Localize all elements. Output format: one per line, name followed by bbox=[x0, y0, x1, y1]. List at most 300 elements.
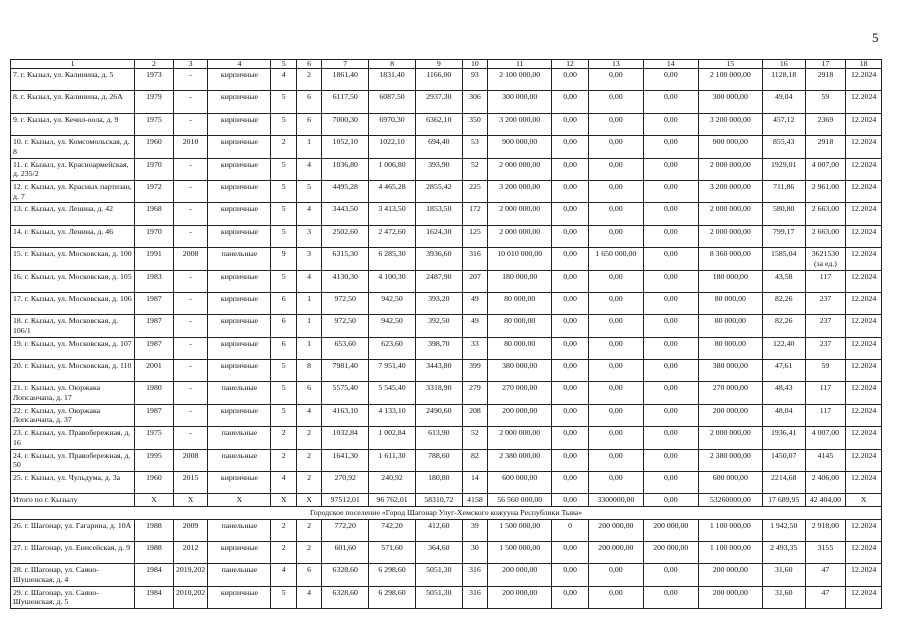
value-cell: 47 bbox=[805, 586, 846, 608]
value-cell: X bbox=[846, 494, 882, 507]
value-cell: 393,20 bbox=[415, 292, 462, 314]
value-cell: 2 bbox=[271, 542, 296, 564]
table-row bbox=[11, 270, 882, 292]
value-cell: 0,00 bbox=[552, 494, 589, 507]
value-cell: 1166,00 bbox=[415, 69, 462, 91]
address-cell: 24. г. Кызыл, ул. Правобережная, д. 50 bbox=[11, 449, 135, 471]
value-cell: кирпичные bbox=[208, 203, 271, 225]
value-cell: 1 650 000,00 bbox=[588, 248, 643, 270]
value-cell: 4 bbox=[271, 472, 296, 494]
value-cell: 2 000 000,00 bbox=[698, 203, 762, 225]
value-cell: 180 000,00 bbox=[698, 270, 762, 292]
value-cell: 117 bbox=[805, 270, 846, 292]
value-cell: 12.2024 bbox=[846, 292, 882, 314]
value-cell: 3318,90 bbox=[415, 382, 462, 404]
table-row bbox=[11, 586, 882, 608]
value-cell: X bbox=[208, 494, 271, 507]
value-cell: 2010,202 bbox=[173, 586, 208, 608]
value-cell: 0,00 bbox=[552, 382, 589, 404]
value-cell: 2855,42 bbox=[415, 180, 462, 202]
value-cell: 972,50 bbox=[322, 292, 369, 314]
value-cell: 4495,28 bbox=[322, 180, 369, 202]
value-cell: 0,00 bbox=[588, 113, 643, 135]
value-cell: кирпичные bbox=[208, 270, 271, 292]
value-cell: 3936,60 bbox=[415, 248, 462, 270]
value-cell: 80 000,00 bbox=[698, 315, 762, 337]
value-cell: 5 bbox=[271, 270, 296, 292]
column-number: 3 bbox=[173, 60, 208, 69]
value-cell: 4 bbox=[296, 404, 321, 426]
value-cell: - bbox=[173, 91, 208, 113]
value-cell: 53 bbox=[462, 136, 487, 158]
column-number: 10 bbox=[462, 60, 487, 69]
value-cell: 0,00 bbox=[588, 225, 643, 247]
value-cell: 12.2024 bbox=[846, 203, 882, 225]
value-cell: 623,60 bbox=[369, 337, 416, 359]
table-row bbox=[11, 360, 882, 382]
table-row bbox=[11, 519, 882, 541]
value-cell: - bbox=[173, 270, 208, 292]
value-cell: панельные bbox=[208, 382, 271, 404]
value-cell: 43,58 bbox=[762, 270, 805, 292]
column-number: 4 bbox=[208, 60, 271, 69]
value-cell: 4 bbox=[271, 69, 296, 91]
value-cell: 270,92 bbox=[322, 472, 369, 494]
value-cell: 0,00 bbox=[588, 270, 643, 292]
value-cell: - bbox=[173, 337, 208, 359]
value-cell: 52 bbox=[462, 158, 487, 180]
value-cell: 2008 bbox=[173, 449, 208, 471]
value-cell: 6 bbox=[271, 315, 296, 337]
value-cell: 225 bbox=[462, 180, 487, 202]
value-cell: 6 285,30 bbox=[369, 248, 416, 270]
value-cell: 316 bbox=[462, 248, 487, 270]
value-cell: 0,00 bbox=[552, 203, 589, 225]
value-cell: 2490,60 bbox=[415, 404, 462, 426]
value-cell: 0,00 bbox=[552, 158, 589, 180]
value-cell: 1987 bbox=[135, 404, 174, 426]
value-cell: 3621530 (за ед.) bbox=[805, 248, 846, 270]
value-cell: 0 bbox=[552, 519, 589, 541]
value-cell: 2918 bbox=[805, 69, 846, 91]
value-cell: 4 bbox=[296, 586, 321, 608]
value-cell: 180 000,00 bbox=[488, 270, 552, 292]
value-cell: 0,00 bbox=[588, 292, 643, 314]
value-cell: 200 000,00 bbox=[488, 564, 552, 586]
value-cell: 200 000,00 bbox=[698, 564, 762, 586]
value-cell: - bbox=[173, 382, 208, 404]
value-cell: 600 000,00 bbox=[488, 472, 552, 494]
value-cell: 4 007,00 bbox=[805, 158, 846, 180]
value-cell: 3 413,50 bbox=[369, 203, 416, 225]
value-cell: 2001 bbox=[135, 360, 174, 382]
address-cell: 25. г. Кызыл, ул. Чульдума, д. 3а bbox=[11, 472, 135, 494]
value-cell: 1960 bbox=[135, 472, 174, 494]
value-cell: 316 bbox=[462, 586, 487, 608]
value-cell: 398,70 bbox=[415, 337, 462, 359]
value-cell: 399 bbox=[462, 360, 487, 382]
value-cell: панельные bbox=[208, 449, 271, 471]
value-cell: 3300000,00 bbox=[588, 494, 643, 507]
value-cell: 0,00 bbox=[643, 180, 698, 202]
value-cell: - bbox=[173, 225, 208, 247]
table-row bbox=[11, 69, 882, 91]
value-cell: 4 133,10 bbox=[369, 404, 416, 426]
value-cell: 82 bbox=[462, 449, 487, 471]
value-cell: 0,00 bbox=[588, 472, 643, 494]
value-cell: 12.2024 bbox=[846, 519, 882, 541]
value-cell: 48,43 bbox=[762, 382, 805, 404]
column-number: 1 bbox=[11, 60, 135, 69]
address-cell: 9. г. Кызыл, ул. Кечил-оола, д. 9 bbox=[11, 113, 135, 135]
value-cell: 7981,40 bbox=[322, 360, 369, 382]
value-cell: 0,00 bbox=[552, 91, 589, 113]
value-cell: 1 500 000,00 bbox=[488, 519, 552, 541]
value-cell: 2 100 000,00 bbox=[698, 69, 762, 91]
value-cell: 31,60 bbox=[762, 586, 805, 608]
table-row bbox=[11, 113, 882, 135]
column-number: 2 bbox=[135, 60, 174, 69]
address-cell: 19. г. Кызыл, ул. Московская, д. 107 bbox=[11, 337, 135, 359]
value-cell: 772,20 bbox=[322, 519, 369, 541]
value-cell: 0,00 bbox=[552, 472, 589, 494]
value-cell: - bbox=[173, 180, 208, 202]
value-cell: 1624,30 bbox=[415, 225, 462, 247]
value-cell: 316 bbox=[462, 564, 487, 586]
value-cell: 82,26 bbox=[762, 315, 805, 337]
column-number: 11 bbox=[488, 60, 552, 69]
address-cell: 20. г. Кызыл, ул. Московская, д. 110 bbox=[11, 360, 135, 382]
value-cell: кирпичные bbox=[208, 586, 271, 608]
table-row bbox=[11, 404, 882, 426]
value-cell: 117 bbox=[805, 382, 846, 404]
value-cell: 1984 bbox=[135, 586, 174, 608]
value-cell: 942,50 bbox=[369, 292, 416, 314]
value-cell: 200 000,00 bbox=[643, 519, 698, 541]
column-number: 13 bbox=[588, 60, 643, 69]
value-cell: 799,17 bbox=[762, 225, 805, 247]
value-cell: 5 bbox=[271, 180, 296, 202]
value-cell: 1 bbox=[296, 136, 321, 158]
value-cell: 1975 bbox=[135, 113, 174, 135]
value-cell: 4 465,28 bbox=[369, 180, 416, 202]
value-cell: 207 bbox=[462, 270, 487, 292]
value-cell: 96 762,01 bbox=[369, 494, 416, 507]
value-cell: - bbox=[173, 69, 208, 91]
value-cell: 0,00 bbox=[643, 91, 698, 113]
value-cell: 200 000,00 bbox=[488, 404, 552, 426]
value-cell: 5 545,40 bbox=[369, 382, 416, 404]
value-cell: - bbox=[173, 113, 208, 135]
value-cell: 1 611,30 bbox=[369, 449, 416, 471]
column-number-row bbox=[11, 60, 882, 69]
table-row bbox=[11, 449, 882, 471]
value-cell: 5 bbox=[271, 404, 296, 426]
value-cell: 200 000,00 bbox=[698, 586, 762, 608]
address-cell: 21. г. Кызыл, ул. Оюржака Лопсанчапа, д. 17 bbox=[11, 382, 135, 404]
address-cell: 18. г. Кызыл, ул. Московская, д. 106/1 bbox=[11, 315, 135, 337]
value-cell: 0,00 bbox=[552, 136, 589, 158]
value-cell: 2 380 000,00 bbox=[488, 449, 552, 471]
value-cell: 0,00 bbox=[588, 315, 643, 337]
value-cell: X bbox=[173, 494, 208, 507]
value-cell: 2502,60 bbox=[322, 225, 369, 247]
value-cell: 0,00 bbox=[588, 203, 643, 225]
table-row bbox=[11, 158, 882, 180]
value-cell: 4 bbox=[296, 158, 321, 180]
value-cell: - bbox=[173, 315, 208, 337]
value-cell: панельные bbox=[208, 564, 271, 586]
value-cell: 200 000,00 bbox=[588, 519, 643, 541]
value-cell: 12.2024 bbox=[846, 225, 882, 247]
value-cell: X bbox=[296, 494, 321, 507]
value-cell: 2918 bbox=[805, 136, 846, 158]
value-cell: 80 000,00 bbox=[698, 337, 762, 359]
section-title-row bbox=[11, 507, 882, 520]
value-cell: 3443,50 bbox=[322, 203, 369, 225]
value-cell: 4158 bbox=[462, 494, 487, 507]
value-cell: 0,00 bbox=[588, 449, 643, 471]
value-cell: кирпичные bbox=[208, 360, 271, 382]
value-cell: 2 bbox=[271, 449, 296, 471]
value-cell: панельные bbox=[208, 519, 271, 541]
value-cell: 1450,07 bbox=[762, 449, 805, 471]
value-cell: 1987 bbox=[135, 337, 174, 359]
column-number: 14 bbox=[643, 60, 698, 69]
value-cell: 0,00 bbox=[588, 427, 643, 449]
value-cell: 0,00 bbox=[552, 315, 589, 337]
value-cell: 0,00 bbox=[643, 315, 698, 337]
value-cell: 6 bbox=[296, 113, 321, 135]
value-cell: 6328,60 bbox=[322, 586, 369, 608]
value-cell: 1987 bbox=[135, 292, 174, 314]
value-cell: 2 663,00 bbox=[805, 225, 846, 247]
value-cell: 6 bbox=[296, 564, 321, 586]
value-cell: 1973 bbox=[135, 69, 174, 91]
value-cell: 694,40 bbox=[415, 136, 462, 158]
value-cell: кирпичные bbox=[208, 404, 271, 426]
value-cell: 0,00 bbox=[552, 360, 589, 382]
value-cell: 0,00 bbox=[643, 360, 698, 382]
value-cell: 12.2024 bbox=[846, 136, 882, 158]
value-cell: 122,40 bbox=[762, 337, 805, 359]
address-cell: 28. г. Шагонар, ул. Саяно-Шушенская, д. 4 bbox=[11, 564, 135, 586]
value-cell: 6117,50 bbox=[322, 91, 369, 113]
value-cell: 1970 bbox=[135, 158, 174, 180]
address-cell: 8. г. Кызыл, ул. Калинина, д. 26А bbox=[11, 91, 135, 113]
value-cell: 4 bbox=[296, 270, 321, 292]
value-cell: 1988 bbox=[135, 519, 174, 541]
value-cell: 125 bbox=[462, 225, 487, 247]
value-cell: 1 942,50 bbox=[762, 519, 805, 541]
value-cell: 1960 bbox=[135, 136, 174, 158]
value-cell: 5051,30 bbox=[415, 586, 462, 608]
value-cell: 12.2024 bbox=[846, 158, 882, 180]
value-cell: 270 000,00 bbox=[698, 382, 762, 404]
value-cell: 900 000,00 bbox=[488, 136, 552, 158]
value-cell: 12.2024 bbox=[846, 270, 882, 292]
value-cell: 200 000,00 bbox=[488, 586, 552, 608]
value-cell: 0,00 bbox=[552, 586, 589, 608]
value-cell: кирпичные bbox=[208, 472, 271, 494]
value-cell: 0,00 bbox=[588, 158, 643, 180]
value-cell: 240,92 bbox=[369, 472, 416, 494]
value-cell: 2 000 000,00 bbox=[488, 225, 552, 247]
value-cell: 7 951,40 bbox=[369, 360, 416, 382]
value-cell: - bbox=[173, 203, 208, 225]
value-cell: 900 000,00 bbox=[698, 136, 762, 158]
value-cell: 200 000,00 bbox=[588, 542, 643, 564]
value-cell: 0,00 bbox=[588, 382, 643, 404]
value-cell: 12.2024 bbox=[846, 180, 882, 202]
value-cell: 3443,80 bbox=[415, 360, 462, 382]
value-cell: 6 bbox=[271, 337, 296, 359]
value-cell: 0,00 bbox=[643, 248, 698, 270]
value-cell: 8 360 000,00 bbox=[698, 248, 762, 270]
value-cell: 2 000 000,00 bbox=[488, 158, 552, 180]
value-cell: 2009 bbox=[173, 519, 208, 541]
column-number: 9 bbox=[415, 60, 462, 69]
value-cell: 1968 bbox=[135, 203, 174, 225]
value-cell: 1052,10 bbox=[322, 136, 369, 158]
page-number: 5 bbox=[872, 30, 879, 45]
value-cell: кирпичные bbox=[208, 225, 271, 247]
value-cell: 12.2024 bbox=[846, 337, 882, 359]
value-cell: кирпичные bbox=[208, 136, 271, 158]
table-row bbox=[11, 337, 882, 359]
value-cell: 12.2024 bbox=[846, 360, 882, 382]
value-cell: 1987 bbox=[135, 315, 174, 337]
value-cell: 0,00 bbox=[643, 158, 698, 180]
value-cell: 2 961,00 bbox=[805, 180, 846, 202]
value-cell: 59 bbox=[805, 360, 846, 382]
value-cell: 12.2024 bbox=[846, 586, 882, 608]
value-cell: 6970,30 bbox=[369, 113, 416, 135]
value-cell: 0,00 bbox=[643, 225, 698, 247]
value-cell: 2010 bbox=[173, 136, 208, 158]
address-cell: 13. г. Кызыл, ул. Ленина, д. 42 bbox=[11, 203, 135, 225]
value-cell: 2 bbox=[271, 136, 296, 158]
table-row bbox=[11, 427, 882, 449]
value-cell: 5 bbox=[296, 180, 321, 202]
value-cell: 93 bbox=[462, 69, 487, 91]
value-cell: 1980 bbox=[135, 382, 174, 404]
value-cell: 0,00 bbox=[588, 180, 643, 202]
housing-repair-table bbox=[10, 59, 882, 609]
value-cell: 12.2024 bbox=[846, 472, 882, 494]
value-cell: 380 000,00 bbox=[698, 360, 762, 382]
value-cell: 0,00 bbox=[552, 292, 589, 314]
section-title: Городское поселение «Город Шагонар Улуг-Хемского кожууна Республики Тыва» bbox=[11, 507, 882, 520]
value-cell: 580,80 bbox=[762, 203, 805, 225]
value-cell: 80 000,00 bbox=[488, 337, 552, 359]
value-cell: 48,04 bbox=[762, 404, 805, 426]
value-cell: 6315,30 bbox=[322, 248, 369, 270]
value-cell: 17 689,95 bbox=[762, 494, 805, 507]
value-cell: 1036,80 bbox=[322, 158, 369, 180]
value-cell: 3 bbox=[296, 248, 321, 270]
value-cell: 97512,01 bbox=[322, 494, 369, 507]
value-cell: 5051,30 bbox=[415, 564, 462, 586]
value-cell: 1 006,80 bbox=[369, 158, 416, 180]
value-cell: - bbox=[173, 292, 208, 314]
value-cell: 2 bbox=[296, 542, 321, 564]
value-cell: 5 bbox=[271, 382, 296, 404]
value-cell: 2 918,00 bbox=[805, 519, 846, 541]
value-cell: 1 bbox=[296, 337, 321, 359]
value-cell: 5575,40 bbox=[322, 382, 369, 404]
value-cell: 1032,84 bbox=[322, 427, 369, 449]
value-cell: 80 000,00 bbox=[488, 315, 552, 337]
table-row bbox=[11, 225, 882, 247]
value-cell: 0,00 bbox=[552, 225, 589, 247]
value-cell: 1975 bbox=[135, 427, 174, 449]
value-cell: 0,00 bbox=[588, 91, 643, 113]
column-number: 8 bbox=[369, 60, 416, 69]
value-cell: 571,60 bbox=[369, 542, 416, 564]
value-cell: 279 bbox=[462, 382, 487, 404]
value-cell: 2 000 000,00 bbox=[698, 158, 762, 180]
value-cell: 306 bbox=[462, 91, 487, 113]
column-number: 15 bbox=[698, 60, 762, 69]
value-cell: 6087,50 bbox=[369, 91, 416, 113]
value-cell: 393,90 bbox=[415, 158, 462, 180]
column-number: 5 bbox=[271, 60, 296, 69]
value-cell: 2 bbox=[296, 449, 321, 471]
value-cell: 653,60 bbox=[322, 337, 369, 359]
value-cell: 1 002,84 bbox=[369, 427, 416, 449]
value-cell: 1 100 000,00 bbox=[698, 542, 762, 564]
value-cell: 1853,50 bbox=[415, 203, 462, 225]
value-cell: 3155 bbox=[805, 542, 846, 564]
table-body bbox=[11, 60, 882, 609]
value-cell: 12.2024 bbox=[846, 427, 882, 449]
value-cell: 6 bbox=[271, 292, 296, 314]
value-cell: 0,00 bbox=[552, 542, 589, 564]
value-cell: 4 100,30 bbox=[369, 270, 416, 292]
value-cell: 0,00 bbox=[552, 449, 589, 471]
value-cell: 412,60 bbox=[415, 519, 462, 541]
value-cell: 172 bbox=[462, 203, 487, 225]
value-cell: 49 bbox=[462, 315, 487, 337]
value-cell: 3 200 000,00 bbox=[698, 113, 762, 135]
value-cell: 6 298,60 bbox=[369, 586, 416, 608]
address-cell: 23. г. Кызыл, ул. Правобережная, д. 16 bbox=[11, 427, 135, 449]
value-cell: 0,00 bbox=[588, 69, 643, 91]
value-cell: 1984 bbox=[135, 564, 174, 586]
value-cell: 742,20 bbox=[369, 519, 416, 541]
value-cell: 12.2024 bbox=[846, 69, 882, 91]
value-cell: 53260000,00 bbox=[698, 494, 762, 507]
value-cell: 711,86 bbox=[762, 180, 805, 202]
value-cell: 6328,60 bbox=[322, 564, 369, 586]
value-cell: 2 663,00 bbox=[805, 203, 846, 225]
value-cell: 12.2024 bbox=[846, 564, 882, 586]
value-cell: 0,00 bbox=[552, 564, 589, 586]
value-cell: 0,00 bbox=[552, 248, 589, 270]
value-cell: 12.2024 bbox=[846, 382, 882, 404]
value-cell: 2 000 000,00 bbox=[698, 427, 762, 449]
value-cell: - bbox=[173, 404, 208, 426]
value-cell: 1979 bbox=[135, 91, 174, 113]
value-cell: кирпичные bbox=[208, 113, 271, 135]
value-cell: 0,00 bbox=[588, 404, 643, 426]
value-cell: 10 010 000,00 bbox=[488, 248, 552, 270]
table-row bbox=[11, 292, 882, 314]
value-cell: 300 000,00 bbox=[698, 91, 762, 113]
value-cell: 392,50 bbox=[415, 315, 462, 337]
value-cell: 350 bbox=[462, 113, 487, 135]
